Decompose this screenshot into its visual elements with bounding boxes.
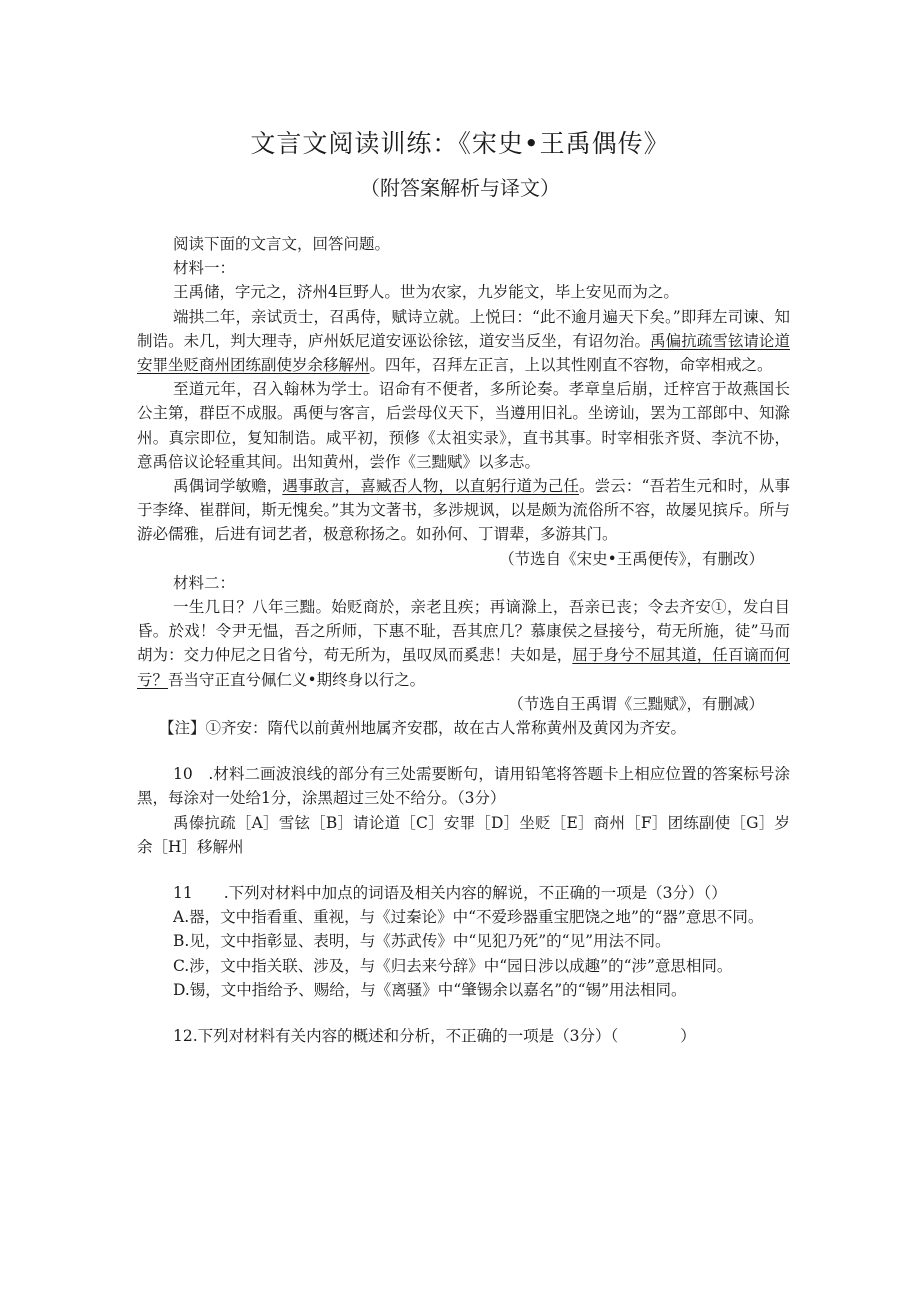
material1-paragraph-4-text-a: 禹偶词学敏赡， <box>173 477 283 496</box>
material2-note: 【注】①齐安：隋代以前黄州地属齐安郡，故在古人常称黄州及黄冈为齐安。 <box>159 719 687 738</box>
material1-paragraph-3: 至道元年，召入翰林为学士。诏命有不便者，多所论奏。孝章皇后崩，迁梓宫于故燕国长公主第，群臣不成服。禹便与客言，后尝母仪天下，当遵用旧礼。坐谤讪，罢为工部郎中、知滁州。真宗即位，复知制诰。咸平初，预修《太祖实录》，直书其事。时宰相张齐贤、李沆不协，意禹倍议论轻重其间。出知黄州，尝作《三黜赋》以多志。 <box>137 380 790 471</box>
material2-text-a: 一生几日？八年三黜。始贬商於，亲老且疾；再谪滁上，吾亲已丧；令去齐安①，发白目昏。於戏！令尹无愠，吾之所师，下惠不耻，吾其庶几？慕康侯之昼接兮，苟无所施，徒”马而胡为：交力仲尼之日省兮，苟无所为，虽叹凤而奚悲！夫如是， <box>137 598 790 665</box>
underlined-sentence-2: 屈于身兮不屈其道，任百谪而何亏？ <box>137 646 790 689</box>
material1-paragraph-4 <box>137 474 790 547</box>
question-12: 12.下列对材料有关内容的概述和分析，不正确的一项是（3分）（ ） <box>173 1027 696 1046</box>
underlined-sentence-1: 遇事敢言，喜臧否人物，以直躬行道为己任 <box>282 477 580 496</box>
material2-label: 材料二： <box>173 573 236 592</box>
document-subtitle: （附答案解析与译文） <box>360 176 560 200</box>
material1-paragraph-2-text-a: 端拱二年，亲试贡士，召禹侍，赋诗立就。上悦曰：“此不逾月遍天下矣。”即拜左司谏、知制诰。未几，判大理寺，庐州妖尼道安诬讼徐铉，道安当反坐，有诏勿治。 <box>137 307 790 350</box>
question-10: 10 .材料二画波浪线的部分有三处需要断句，请用铅笔将答题卡上相应位置的答案标号涂黑，每涂对一处给1分，涂黑超过三处不给分。（3分） <box>137 765 790 808</box>
question-11-option-c: C.涉，文中指关联、涉及，与《归去来兮辞》中“园日涉以成趣”的“涉”意思相同。 <box>173 956 733 975</box>
material1-paragraph-1: 王禹储，字元之，济州4巨野人。世为农家，九岁能文，毕上安见而为之。 <box>173 283 679 302</box>
material1-paragraph-2 <box>137 305 790 378</box>
wavy-underlined-sentence: 禹偏抗疏雪铉请论道安罪坐贬商州团练副使岁余移解州 <box>137 331 790 375</box>
material2-source: （节选自王禹谓《三黜赋》，有删减） <box>508 694 764 713</box>
question-11: 11 .下列对材料中加点的词语及相关内容的解说，不正确的一项是（3分）（） <box>173 884 727 903</box>
material2-paragraph <box>137 595 790 692</box>
intro-text: 阅读下面的文言文，回答问题。 <box>173 235 391 253</box>
material1-label: 材料一： <box>173 259 236 278</box>
document-title: 文言文阅读训练：《宋史•王禹偶传》 <box>250 129 670 158</box>
question-10-options: 禹傣抗疏［A］雪铉［B］请论道［C］安罪［D］坐贬［E］商州［F］团练副使［G］岁余［H］移解州 <box>137 813 790 856</box>
material1-paragraph-2-text-b: 。四年，召拜左正言，上以其性刚直不容物，命宰相戒之。 <box>369 356 773 375</box>
question-11-option-a: A.器，文中指看重、重视，与《过秦论》中“不爱珍器重宝肥饶之地”的“器”意思不同。 <box>173 908 764 927</box>
material1-source: （节选自《宋史•王禹便传》，有删改） <box>499 549 764 568</box>
question-11-option-b: B.见，文中指彰显、表明，与《苏武传》中“见犯乃死”的“见”用法不同。 <box>173 932 671 951</box>
material2-text-b: 吾当守正直兮佩仁义•期终身以行之。 <box>168 670 426 689</box>
document-body <box>137 232 790 1048</box>
question-11-option-d: D.锡，文中指给予、赐给，与《离骚》中“肇锡余以嘉名”的“锡”用法相同。 <box>173 980 687 999</box>
material1-paragraph-4-text-b: 。尝云：“吾若生元和时，从事于李绛、崔群间，斯无愧矣。”其为文著书，多涉规讽，以是颇为流俗所不容，故屡见摈斥。所与游必儒雅，后进有词艺者，极意称扬之。如孙何、丁谓辈，多游其门。 <box>137 477 790 544</box>
